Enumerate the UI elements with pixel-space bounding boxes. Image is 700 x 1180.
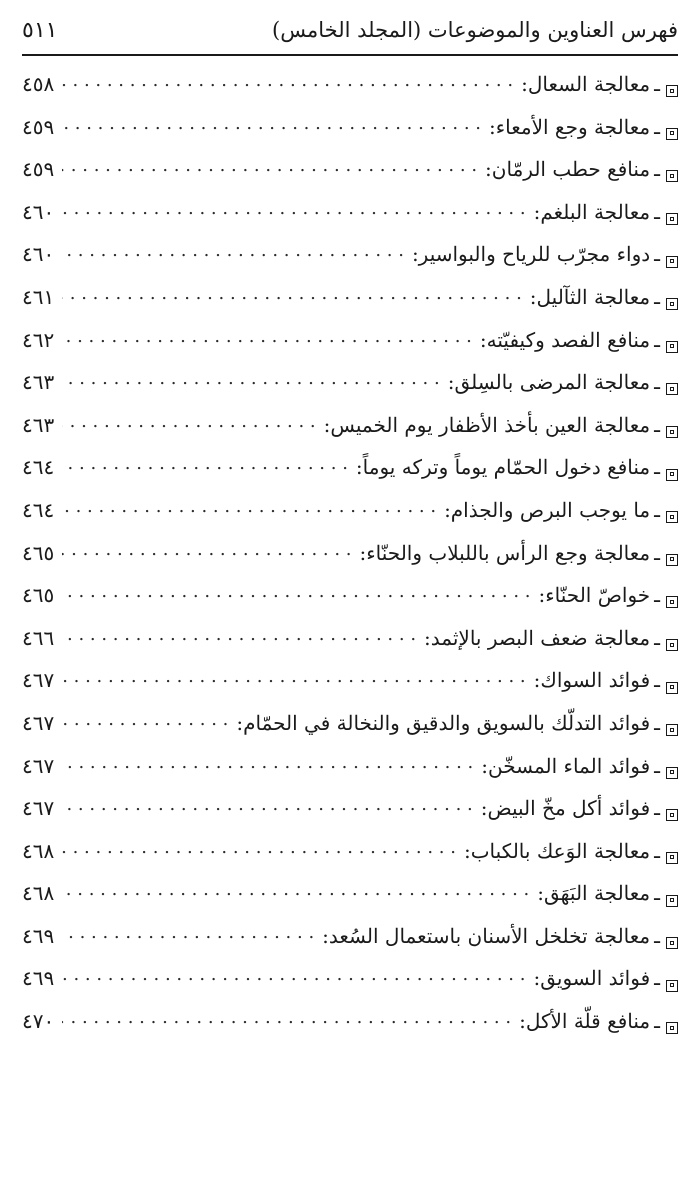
entry-dash: ـ [654,497,660,522]
toc-entry-page-number: ٤٦٣ [22,370,55,395]
toc-entry [22,879,678,922]
toc-entry-page-number: ٤٦٢ [22,327,55,352]
toc-entry-page-number: ٤٦٥ [22,583,55,608]
toc-entry-label: معالجة الثآليل: [529,284,651,309]
toc-entry-page-number: ٤٦٤ [22,497,55,522]
toc-entry-page-number: ٤٦٧ [22,796,55,821]
toc-entry-label: معالجة السعال: [521,72,651,96]
toc-entry [22,198,678,241]
entry-dash: ـ [654,412,660,437]
dot-leader [62,837,456,858]
entry-dash: ـ [654,370,660,395]
table-of-contents [22,70,678,1050]
toc-entry-label: فوائد التدلّك بالسويق والدقيق والنخالة في الحمّام: [236,710,651,735]
toc-entry-label: معالجة وجع الرأس باللبلاب والحنّاء: [359,540,651,565]
toc-entry [22,752,678,795]
entry-dash: ـ [654,796,660,821]
toc-entry-page-number: ٤٦٨ [22,838,55,863]
square-bullet-icon [666,980,678,992]
dot-leader [62,539,351,560]
entry-dash: ـ [654,1009,660,1034]
square-bullet-icon [666,895,678,907]
toc-entry-page-number: ٤٦٧ [22,710,55,735]
toc-entry-label: معالجة ضعف البصر بالإثمد: [424,625,651,650]
toc-entry [22,581,678,624]
square-bullet-icon [666,426,678,438]
dot-leader [62,453,348,474]
toc-entry [22,113,678,156]
square-bullet-icon [666,469,678,481]
dot-leader [62,368,439,389]
toc-entry-label: منافع الفصد وكيفيّته: [479,327,651,352]
toc-entry-page-number: ٤٦٠ [22,242,55,267]
toc-entry-page-number: ٤٥٨ [22,72,55,96]
dot-leader [62,922,314,943]
entry-dash: ـ [654,114,660,139]
square-bullet-icon [666,554,678,566]
toc-entry [22,283,678,326]
toc-entry-page-number: ٤٦٨ [22,881,55,906]
toc-entry [22,837,678,880]
square-bullet-icon [666,511,678,523]
entry-dash: ـ [654,966,660,991]
toc-entry-page-number: ٤٦٧ [22,668,55,693]
toc-entry-label: معالجة تخلخل الأسنان باستعمال السُعد: [322,923,651,948]
entry-dash: ـ [654,199,660,224]
dot-leader [62,752,473,773]
dot-leader [62,581,530,602]
toc-entry [22,709,678,752]
square-bullet-icon [666,639,678,651]
dot-leader [62,496,436,517]
toc-entry-page-number: ٤٦٥ [22,540,55,565]
toc-entry [22,70,678,113]
toc-entry [22,666,678,709]
dot-leader [62,624,416,645]
dot-leader [62,283,522,304]
square-bullet-icon [666,341,678,353]
toc-entry [22,155,678,198]
square-bullet-icon [666,1022,678,1034]
square-bullet-icon [666,383,678,395]
square-bullet-icon [666,852,678,864]
entry-dash: ـ [654,455,660,480]
dot-leader [62,709,228,730]
toc-entry-label: معالجة المرضى بالسِلق: [447,370,651,395]
square-bullet-icon [666,724,678,736]
square-bullet-icon [666,256,678,268]
square-bullet-icon [666,809,678,821]
toc-entry [22,794,678,837]
toc-entry-label: معالجة الوَعك بالكباب: [463,838,651,863]
dot-leader [62,666,525,687]
toc-entry-page-number: ٤٥٩ [22,157,55,182]
toc-entry-page-number: ٤٦٠ [22,199,55,224]
dot-leader [62,70,513,91]
square-bullet-icon [666,682,678,694]
entry-dash: ـ [654,923,660,948]
toc-entry-label: فوائد أكل مخّ البيض: [480,796,651,821]
toc-entry [22,1007,678,1050]
entry-dash: ـ [654,710,660,735]
dot-leader [62,879,529,900]
square-bullet-icon [666,298,678,310]
square-bullet-icon [666,213,678,225]
toc-entry [22,496,678,539]
dot-leader [62,411,315,432]
entry-dash: ـ [654,540,660,565]
toc-entry-label: فوائد الماء المسخّن: [481,753,651,778]
entry-dash: ـ [654,72,660,96]
toc-entry [22,368,678,411]
square-bullet-icon [666,85,678,97]
entry-dash: ـ [654,753,660,778]
toc-entry-label: منافع قلّة الأكل: [519,1009,651,1034]
entry-dash: ـ [654,625,660,650]
entry-dash: ـ [654,327,660,352]
toc-entry-label: معالجة وجع الأمعاء: [489,114,651,139]
toc-entry-label: معالجة البَهَق: [537,881,651,906]
entry-dash: ـ [654,284,660,309]
header-page-number: ٥١١ [22,17,58,43]
dot-leader [62,198,525,219]
header-title: فهرس العناوين والموضوعات (المجلد الخامس) [272,18,678,42]
toc-entry-page-number: ٤٦١ [22,284,55,309]
toc-entry-page-number: ٤٦٩ [22,966,55,991]
square-bullet-icon [666,128,678,140]
square-bullet-icon [666,170,678,182]
entry-dash: ـ [654,583,660,608]
toc-entry-label: معالجة البلغم: [533,199,651,224]
toc-entry-label: دواء مجرّب للرياح والبواسير: [411,242,651,267]
dot-leader [62,155,477,176]
running-header [22,0,678,56]
toc-entry [22,240,678,283]
dot-leader [62,1007,511,1028]
toc-entry-label: منافع حطب الرمّان: [485,157,651,182]
toc-entry-page-number: ٤٦٩ [22,923,55,948]
entry-dash: ـ [654,881,660,906]
toc-entry [22,624,678,667]
entry-dash: ـ [654,838,660,863]
toc-entry-label: معالجة العين بأخذ الأظفار يوم الخميس: [323,412,651,437]
entry-dash: ـ [654,668,660,693]
toc-entry [22,922,678,965]
toc-entry-label: فوائد السواك: [533,668,651,693]
dot-leader [62,113,481,134]
toc-entry-label: فوائد السويق: [533,966,651,991]
toc-entry-page-number: ٤٥٩ [22,114,55,139]
toc-entry [22,964,678,1007]
dot-leader [62,964,525,985]
square-bullet-icon [666,767,678,779]
toc-entry [22,326,678,369]
toc-entry-page-number: ٤٧٠ [22,1009,55,1034]
dot-leader [62,326,472,347]
dot-leader [62,794,473,815]
toc-entry-page-number: ٤٦٤ [22,455,55,480]
toc-entry [22,539,678,582]
square-bullet-icon [666,937,678,949]
toc-entry-label: ما يوجب البرص والجذام: [444,497,651,522]
toc-entry-label: خواصّ الحنّاء: [538,583,651,608]
toc-entry-page-number: ٤٦٣ [22,412,55,437]
toc-entry [22,453,678,496]
dot-leader [62,240,404,261]
toc-entry-page-number: ٤٦٦ [22,625,55,650]
toc-entry-page-number: ٤٦٧ [22,753,55,778]
toc-entry [22,411,678,454]
entry-dash: ـ [654,157,660,182]
square-bullet-icon [666,596,678,608]
entry-dash: ـ [654,242,660,267]
toc-entry-label: منافع دخول الحمّام يوماً وتركه يوماً: [355,455,651,480]
